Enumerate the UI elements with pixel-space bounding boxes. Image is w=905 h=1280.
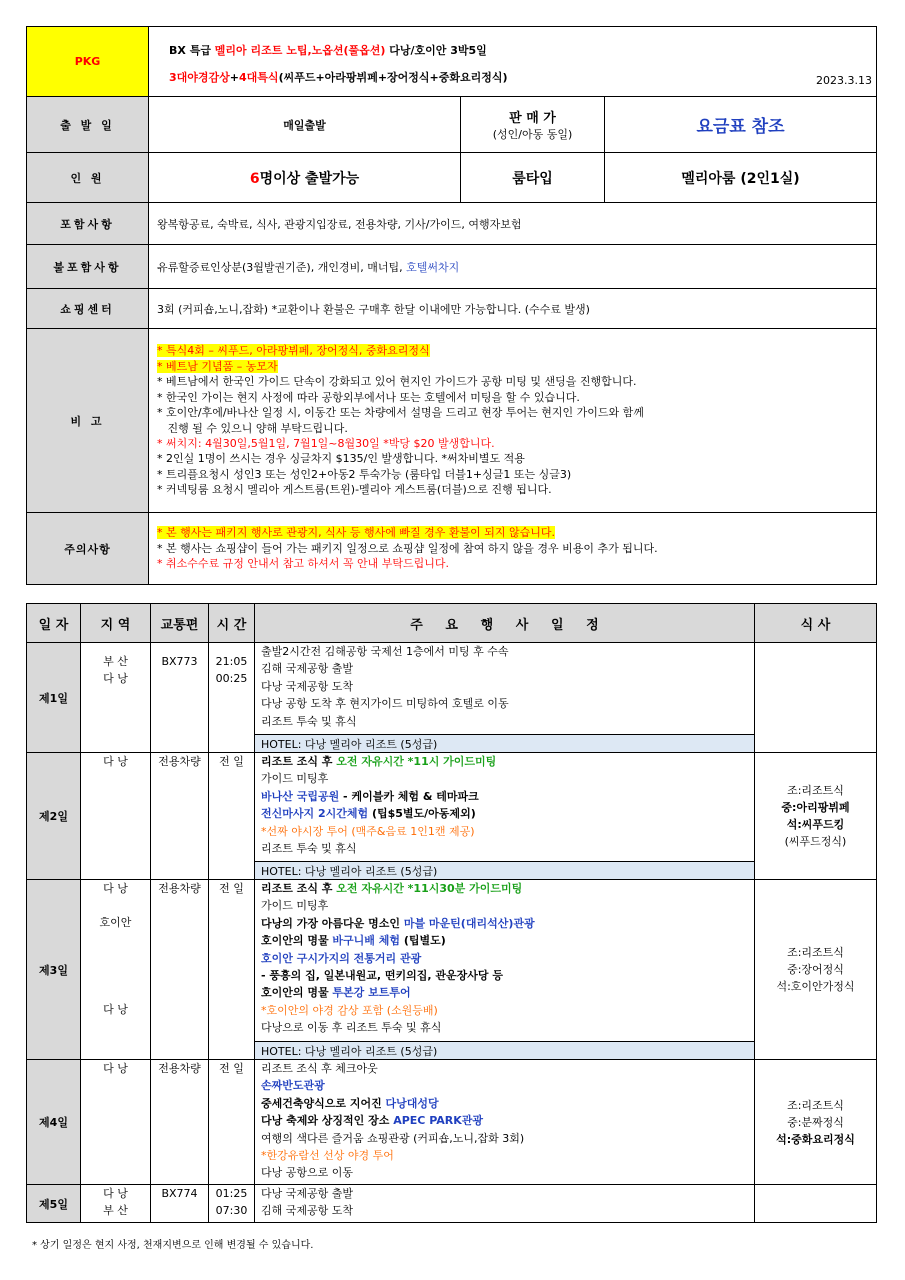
activity [261, 932, 748, 949]
activity: *호이안의 야경 감상 포함 (소원등배) [261, 1003, 438, 1017]
day1-meal [755, 643, 877, 753]
activity-text: 다낭의 가장 아름다운 명소인 [261, 916, 404, 930]
title-special-meals: 4대특식 [239, 70, 279, 84]
caution-refund: * 본 행사는 패키지 행사로 관광지, 식사 등 행사에 빠질 경우 환불이 되지 않습니다. [157, 526, 555, 540]
meal-breakfast: 조:리조트식 [787, 1098, 844, 1112]
activity: *한강유람선 선상 야경 투어 [261, 1149, 394, 1163]
caution-label: 주의사항 [27, 513, 149, 585]
day4-meal [755, 1060, 877, 1185]
footnote: * 상기 일정은 현지 사정, 천재지변으로 인해 변경될 수 있습니다. [32, 1240, 314, 1251]
caution-item [157, 525, 868, 540]
depart-value: 매일출발 [149, 97, 461, 153]
price-sub: (성인/아동 동일) [492, 128, 573, 141]
activity: 김해 국제공항 도착 [261, 1204, 354, 1218]
activity: 출발2시간전 김해공항 국제선 1층에서 미팅 후 수속 [261, 645, 509, 658]
activity-highlight: 오전 자유시간 *11시 가이드미팅 [336, 755, 497, 768]
activity-highlight: 마블 마운틴(대리석산)관광 [403, 916, 535, 930]
document-date: 2023.3.13 [816, 74, 872, 87]
activity: 김해 국제공항 출발 [261, 662, 354, 676]
day5-time [209, 1185, 255, 1223]
meal-lunch: 중:분짜정식 [787, 1115, 844, 1129]
day2-meal [755, 753, 877, 880]
day4-time: 전 일 [209, 1060, 255, 1185]
day2-region [81, 753, 151, 880]
region: 다 낭 [103, 882, 128, 895]
activity-highlight: 오전 자유시간 *11시30분 가이드미팅 [336, 882, 523, 895]
col-transport: 교통편 [151, 604, 209, 643]
day5-transport: BX774 [151, 1185, 209, 1223]
include-value: 왕복항공료, 숙박료, 식사, 관광지입장료, 전용차량, 기사/가이드, 여행자보험 [149, 203, 877, 245]
remark-item: * 호이안/후에/바나산 일정 시, 이동간 또는 차량에서 설명을 드리고 현장 투어는 현지인 가이드와 함께 [157, 406, 644, 420]
region: 다 낭 [103, 672, 128, 685]
day4-transport: 전용차량 [151, 1060, 209, 1185]
region: 부 산 [103, 655, 128, 668]
people-label: 인 원 [27, 153, 149, 203]
day3-transport: 전용차량 [151, 880, 209, 1060]
title-destination: 다낭/호이안 3박5일 [385, 43, 487, 57]
time: 07:30 [215, 1204, 248, 1217]
activity [261, 805, 748, 822]
title-plus: + [229, 70, 240, 84]
region: 다 낭 [103, 1003, 128, 1016]
time: 21:05 [215, 655, 248, 668]
meal-dinner: 석:호이안가정식 [776, 980, 855, 993]
activity: 다낭으로 이동 후 리조트 투숙 및 휴식 [261, 1021, 442, 1035]
activity-highlight: 투본강 보트투어 [332, 986, 411, 1000]
package-info-table [26, 26, 877, 585]
title-nightview: 3대야경감상 [169, 70, 230, 84]
day3-label: 제3일 [27, 880, 81, 1060]
caution-item: * 취소수수료 규정 안내서 참고 하셔서 꼭 안내 부탁드립니다. [157, 557, 449, 571]
depart-label: 출 발 일 [27, 97, 149, 153]
day5-activities [255, 1185, 755, 1223]
meal-breakfast: 조:리조트식 [787, 784, 844, 797]
remark-item: * 커넥팅룸 요청시 멜리아 게스트룸(트윈)-멜리아 게스트룸(더블)으로 진행 됩니다. [157, 483, 552, 497]
activity [261, 880, 748, 897]
exclude-label: 불포함사항 [27, 245, 149, 289]
itinerary-table [26, 603, 877, 1223]
col-meal: 식 사 [755, 604, 877, 643]
meal-dinner: 석:중화요리정식 [776, 1132, 855, 1146]
activity-text: (팁$5별도/아동제외) [368, 807, 476, 821]
remark-item: * 2인실 1명이 쓰시는 경우 싱글차지 $135/인 발생합니다. *써차비별도 적용 [157, 452, 525, 466]
activity: 호이안 구시가지의 전통거리 관광 [261, 951, 422, 965]
meal-breakfast: 조:리조트식 [787, 946, 844, 959]
col-region: 지 역 [81, 604, 151, 643]
activity-highlight: 다낭대성당 [385, 1096, 439, 1110]
day3-meal [755, 880, 877, 1060]
day2-time: 전 일 [209, 753, 255, 880]
package-title [149, 27, 877, 97]
activity-text: 리조트 조식 후 [261, 755, 337, 768]
day2-activities [255, 753, 755, 862]
activity [261, 753, 748, 770]
activity: 다낭 국제공항 출발 [261, 1187, 354, 1200]
day1-label: 제1일 [27, 643, 81, 753]
remark-item: * 트리플요청시 성인3 또는 성인2+아동2 투숙가능 (룸타입 더블1+싱글1 또는 싱글3) [157, 467, 572, 481]
flight: BX773 [161, 655, 198, 668]
activity [261, 915, 748, 932]
remark-item [157, 343, 868, 358]
remark-special-meals: * 특식4회 – 씨푸드, 아라팡뷔페, 장어정식, 중화요리정식 [157, 344, 430, 358]
day3-time: 전 일 [209, 880, 255, 1060]
people-text: 명이상 출발가능 [259, 170, 360, 187]
day3-region [81, 880, 151, 1060]
title-meals-detail: (씨푸드+아라팡뷔페+장어정식+중화요리정식) [278, 70, 508, 84]
price-label: 판 매 가 [509, 111, 556, 126]
day1-activities [255, 643, 755, 735]
day5-meal [755, 1185, 877, 1223]
activity: 리조트 투숙 및 휴식 [261, 842, 357, 856]
caution-list [149, 513, 877, 585]
day2-transport: 전용차량 [151, 753, 209, 880]
price-label-cell [461, 97, 605, 153]
activity: - 풍흥의 집, 일본내원교, 떤키의집, 관운장사당 등 [261, 969, 503, 983]
region: 호이안 [99, 916, 132, 929]
day1-region [81, 643, 151, 753]
day5-label: 제5일 [27, 1185, 81, 1223]
exclude-value [149, 245, 877, 289]
col-time: 시 간 [209, 604, 255, 643]
col-itinerary: 주 요 행 사 일 정 [255, 604, 755, 643]
day1-time [209, 643, 255, 753]
region: 부 산 [103, 1204, 128, 1217]
activity-highlight: 바구니배 체험 [332, 934, 401, 948]
activity-text: 호이안의 명물 [261, 986, 333, 1000]
exclude-surcharge: 호텔써차지 [406, 260, 460, 274]
remark-item: * 써치지: 4월30일,5월1일, 7월1일~8월30일 *박당 $20 발생합니다. [157, 436, 495, 450]
activity-text: 다낭 축제와 상징적인 장소 [261, 1114, 394, 1128]
day2-hotel: HOTEL: 다낭 멜리아 리조트 (5성급) [255, 862, 755, 880]
day3-hotel: HOTEL: 다낭 멜리아 리조트 (5성급) [255, 1042, 755, 1060]
remark-item: 진행 될 수 있으니 양해 부탁드립니다. [157, 421, 348, 435]
remark-item [157, 359, 868, 374]
day1-hotel: HOTEL: 다낭 멜리아 리조트 (5성급) [255, 735, 755, 753]
activity [261, 1095, 748, 1112]
price-value: 요금표 참조 [605, 97, 877, 153]
room-label: 룸타입 [461, 153, 605, 203]
activity: 가이드 미팅후 [261, 772, 329, 786]
remark-souvenir: * 베트남 기념품 – 농모자 [157, 359, 278, 373]
activity-text: 리조트 조식 후 [261, 882, 337, 895]
include-label: 포함사항 [27, 203, 149, 245]
caution-item: * 본 행사는 쇼핑샵이 들어 가는 패키지 일정으로 쇼핑샵 일정에 참여 하지 않을 경우 비용이 추가 됩니다. [157, 541, 658, 555]
day4-region: 다 낭 [81, 1060, 151, 1185]
activity: 가이드 미팅후 [261, 899, 329, 913]
activity: *선짜 야시장 투어 (맥주&음료 1인1캔 제공) [261, 824, 475, 838]
time: 00:25 [215, 672, 248, 685]
people-min: 6 [249, 170, 260, 187]
activity: 리조트 투숙 및 휴식 [261, 714, 357, 728]
shop-value: 3회 (커피숍,노니,잡화) *교환이나 환불은 구매후 한달 이내에만 가능합니다. (수수료 발생) [149, 289, 877, 329]
remarks-list [149, 329, 877, 513]
activity-highlight: APEC PARK관광 [393, 1114, 484, 1128]
activity [261, 788, 748, 805]
meal-dinner: 석:씨푸드킹 [786, 818, 845, 831]
activity [261, 984, 748, 1001]
activity-text: (팁별도) [400, 934, 446, 948]
activity-highlight: 바나산 국립공원 [261, 789, 340, 803]
col-day: 일 자 [27, 604, 81, 643]
day2-label: 제2일 [27, 753, 81, 880]
activity: 리조트 조식 후 체크아웃 [261, 1062, 378, 1075]
region: 다 낭 [103, 1187, 128, 1200]
region: 다 낭 [103, 755, 128, 768]
remarks-label: 비 고 [27, 329, 149, 513]
day1-transport [151, 643, 209, 753]
activity: 다낭 공항 도착 후 현지가이드 미팅하여 호텔로 이동 [261, 697, 509, 711]
activity-text: 호이안의 명물 [261, 934, 333, 948]
day5-region [81, 1185, 151, 1223]
day4-label: 제4일 [27, 1060, 81, 1185]
remark-item: * 베트남에서 한국인 가이드 단속이 강화되고 있어 현지인 가이드가 공항 미팅 및 샌딩을 진행합니다. [157, 375, 637, 389]
meal-dinner-detail: (씨푸드정식) [784, 835, 847, 848]
title-prefix: BX 특급 [169, 43, 215, 57]
activity [261, 1112, 748, 1129]
day4-activities [255, 1060, 755, 1185]
remark-item: * 한국인 가이는 현지 사정에 따라 공항외부에서나 또는 호텔에서 미팅을 할 수 있습니다. [157, 390, 580, 404]
shop-label: 쇼핑센터 [27, 289, 149, 329]
title-resort: 멜리아 리조트 노팁,노옵션(풀옵션) [214, 43, 386, 57]
day3-activities [255, 880, 755, 1042]
activity: 손짜반도관광 [261, 1079, 325, 1093]
meal-lunch: 중:아리팡뷔페 [781, 801, 850, 814]
activity: 여행의 색다른 즐거움 쇼핑관광 (커피숍,노니,잡화 3회) [261, 1131, 525, 1145]
room-value: 멜리아룸 (2인1실) [605, 153, 877, 203]
activity-highlight: 전신마사지 2시간체험 [261, 807, 369, 821]
people-value [149, 153, 461, 203]
time: 01:25 [215, 1187, 248, 1200]
activity-text: 중세건축양식으로 지어진 [261, 1096, 386, 1110]
activity: 다낭 공항으로 이동 [261, 1166, 354, 1180]
pkg-label: PKG [27, 27, 149, 97]
activity: 다낭 국제공항 도착 [261, 679, 354, 693]
meal-lunch: 중:장어정식 [787, 963, 844, 976]
exclude-text: 유류할증료인상분(3월발권기준), 개인경비, 매너팁, [157, 260, 407, 274]
activity-text: - 케이블카 체험 & 테마파크 [339, 789, 479, 803]
